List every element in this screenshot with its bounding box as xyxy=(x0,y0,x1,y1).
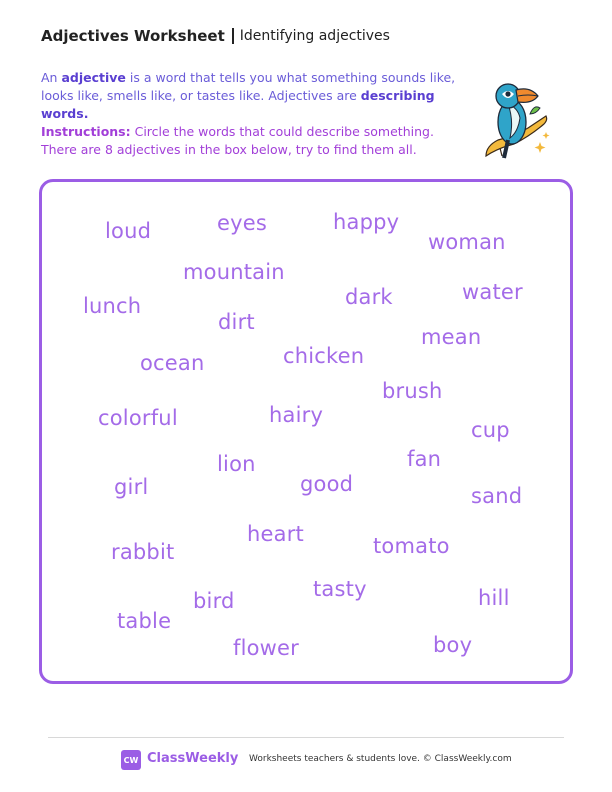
word-item[interactable]: hairy xyxy=(269,403,324,427)
word-item[interactable]: brush xyxy=(382,379,443,403)
word-item[interactable]: cup xyxy=(471,418,510,442)
word-item[interactable]: mean xyxy=(421,325,482,349)
toucan-illustration xyxy=(478,74,552,164)
word-item[interactable]: lunch xyxy=(83,294,142,318)
word-item[interactable]: fan xyxy=(407,447,442,471)
word-item[interactable]: flower xyxy=(233,636,300,660)
instructions-label: Instructions: xyxy=(41,124,131,139)
title-divider xyxy=(232,28,234,44)
worksheet-header xyxy=(41,27,390,45)
intro-text-2: is a word that tells you what something sounds like, looks like, smells like, or tastes like. Adjectives are xyxy=(41,70,456,103)
word-item[interactable]: ocean xyxy=(140,351,205,375)
word-item[interactable]: dark xyxy=(345,285,393,309)
word-item[interactable]: colorful xyxy=(98,406,178,430)
word-item[interactable]: chicken xyxy=(283,344,365,368)
footer-tagline: Worksheets teachers & students love. © ClassWeekly.com xyxy=(249,754,512,764)
word-item[interactable]: tasty xyxy=(313,577,367,601)
word-item[interactable]: sand xyxy=(471,484,523,508)
word-item[interactable]: good xyxy=(300,472,354,496)
word-item[interactable]: bird xyxy=(193,589,235,613)
word-item[interactable]: boy xyxy=(433,633,473,657)
word-item[interactable]: rabbit xyxy=(111,540,175,564)
intro-keyword-adjective: adjective xyxy=(61,70,126,85)
word-item[interactable]: loud xyxy=(105,219,152,243)
intro-keyword-describing: describing words. xyxy=(41,88,435,121)
intro-paragraph xyxy=(41,69,461,123)
word-item[interactable]: dirt xyxy=(218,310,255,334)
word-item[interactable]: water xyxy=(462,280,523,304)
classweekly-logo-icon: CW xyxy=(121,750,141,770)
instructions-text: Circle the words that could describe something. There are 8 adjectives in the box below, try to find them all. xyxy=(41,124,434,157)
word-item[interactable]: heart xyxy=(247,522,304,546)
word-item[interactable]: eyes xyxy=(217,211,268,235)
worksheet-title: Adjectives Worksheet xyxy=(41,27,225,45)
word-item[interactable]: lion xyxy=(217,452,256,476)
word-item[interactable]: hill xyxy=(478,586,510,610)
instructions-paragraph xyxy=(41,123,461,159)
footer-divider xyxy=(48,737,564,738)
word-item[interactable]: table xyxy=(117,609,172,633)
word-item[interactable]: happy xyxy=(333,210,400,234)
word-item[interactable]: mountain xyxy=(183,260,285,284)
word-item[interactable]: girl xyxy=(114,475,149,499)
intro-text-1: An xyxy=(41,70,62,85)
brand-name: ClassWeekly xyxy=(147,751,239,766)
word-item[interactable]: woman xyxy=(428,230,506,254)
word-item[interactable]: tomato xyxy=(373,534,450,558)
worksheet-subtitle: Identifying adjectives xyxy=(239,28,390,44)
